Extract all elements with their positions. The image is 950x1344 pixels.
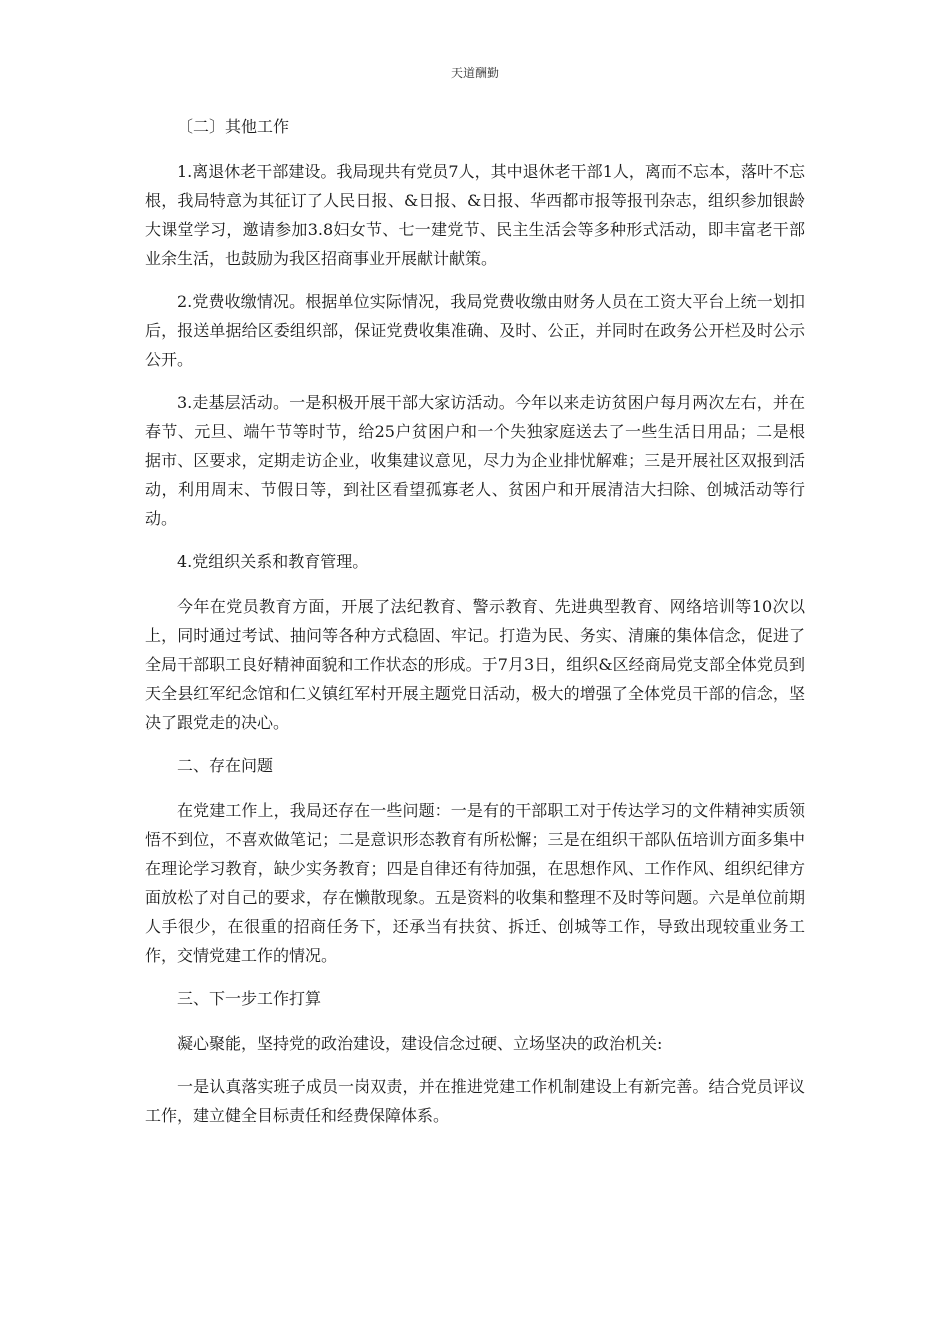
section-heading-other-work: 〔二〕其他工作 xyxy=(177,117,290,136)
paragraph-grassroots-activities: 3.走基层活动。一是积极开展干部大家访活动。今年以来走访贫困户每月两次左右，并在春节、元旦、端午节等时节，给25户贫困户和一个失独家庭送去了一些生活日用品；二是根据市、区要求，定期走访企业，收集建议意见，尽力为企业排忧解难；三是开展社区双报到活动，利用周末、节假日等，到社区看望孤寡老人、贫困户和开展清洁大扫除、创城活动等行动。 xyxy=(145,393,805,528)
paragraph-party-education: 今年在党员教育方面，开展了法纪教育、警示教育、先进典型教育、网络培训等10次以上，同时通过考试、抽问等各种方式稳固、牢记。打造为民、务实、清廉的集体信念，促进了全局干部职工良好精神面貌和工作状态的形成。于7月3日，组织&区经商局党支部全体党员到天全县红军纪念馆和仁义镇红军村开展主题党日活动，极大的增强了全体党员干部的信念，坚决了跟党走的决心。 xyxy=(145,597,805,732)
paragraph-org-relations-heading: 4.党组织关系和教育管理。 xyxy=(177,552,369,571)
paragraph-retired-cadres: 1.离退休老干部建设。我局现共有党员7人，其中退休老干部1人，离而不忘本，落叶不忘根，我局特意为其征订了人民日报、&日报、&日报、华西都市报等报刊杂志，组织参加银龄大课堂学习，邀请参加3.8妇女节、七一建党节、民主生活会等多种形式活动，即丰富老干部业余生活，也鼓励为我区招商事业开展献计献策。 xyxy=(145,162,805,268)
paragraph-political-building: 凝心聚能，坚持党的政治建设，建设信念过硬、立场坚决的政治机关: xyxy=(177,1034,663,1053)
document-body xyxy=(145,112,805,1144)
paragraph-party-dues: 2.党费收缴情况。根据单位实际情况，我局党费收缴由财务人员在工资大平台上统一划扣后，报送单据给区委组织部，保证党费收集准确、及时、公正，并同时在政务公开栏及时公示公开。 xyxy=(145,292,805,369)
paragraph-responsibility: 一是认真落实班子成员一岗双责，并在推进党建工作机制建设上有新完善。结合党员评议工作，建立健全目标责任和经费保障体系。 xyxy=(145,1077,805,1125)
section-heading-problems: 二、存在问题 xyxy=(177,756,274,775)
section-heading-next-steps: 三、下一步工作打算 xyxy=(177,989,322,1008)
page-header: 天道酬勤 xyxy=(450,66,499,80)
paragraph-problems: 在党建工作上，我局还存在一些问题：一是有的干部职工对于传达学习的文件精神实质领悟不到位，不喜欢做笔记；二是意识形态教育有所松懈；三是在组织干部队伍培训方面多集中在理论学习教育，缺少实务教育；四是自律还有待加强，在思想作风、工作作风、组织纪律方面放松了对自己的要求，存在懒散现象。五是资料的收集和整理不及时等问题。六是单位前期人手很少，在很重的招商任务下，还承当有扶贫、拆迁、创城等工作，导致出现较重业务工作，交情党建工作的情况。 xyxy=(145,801,805,965)
